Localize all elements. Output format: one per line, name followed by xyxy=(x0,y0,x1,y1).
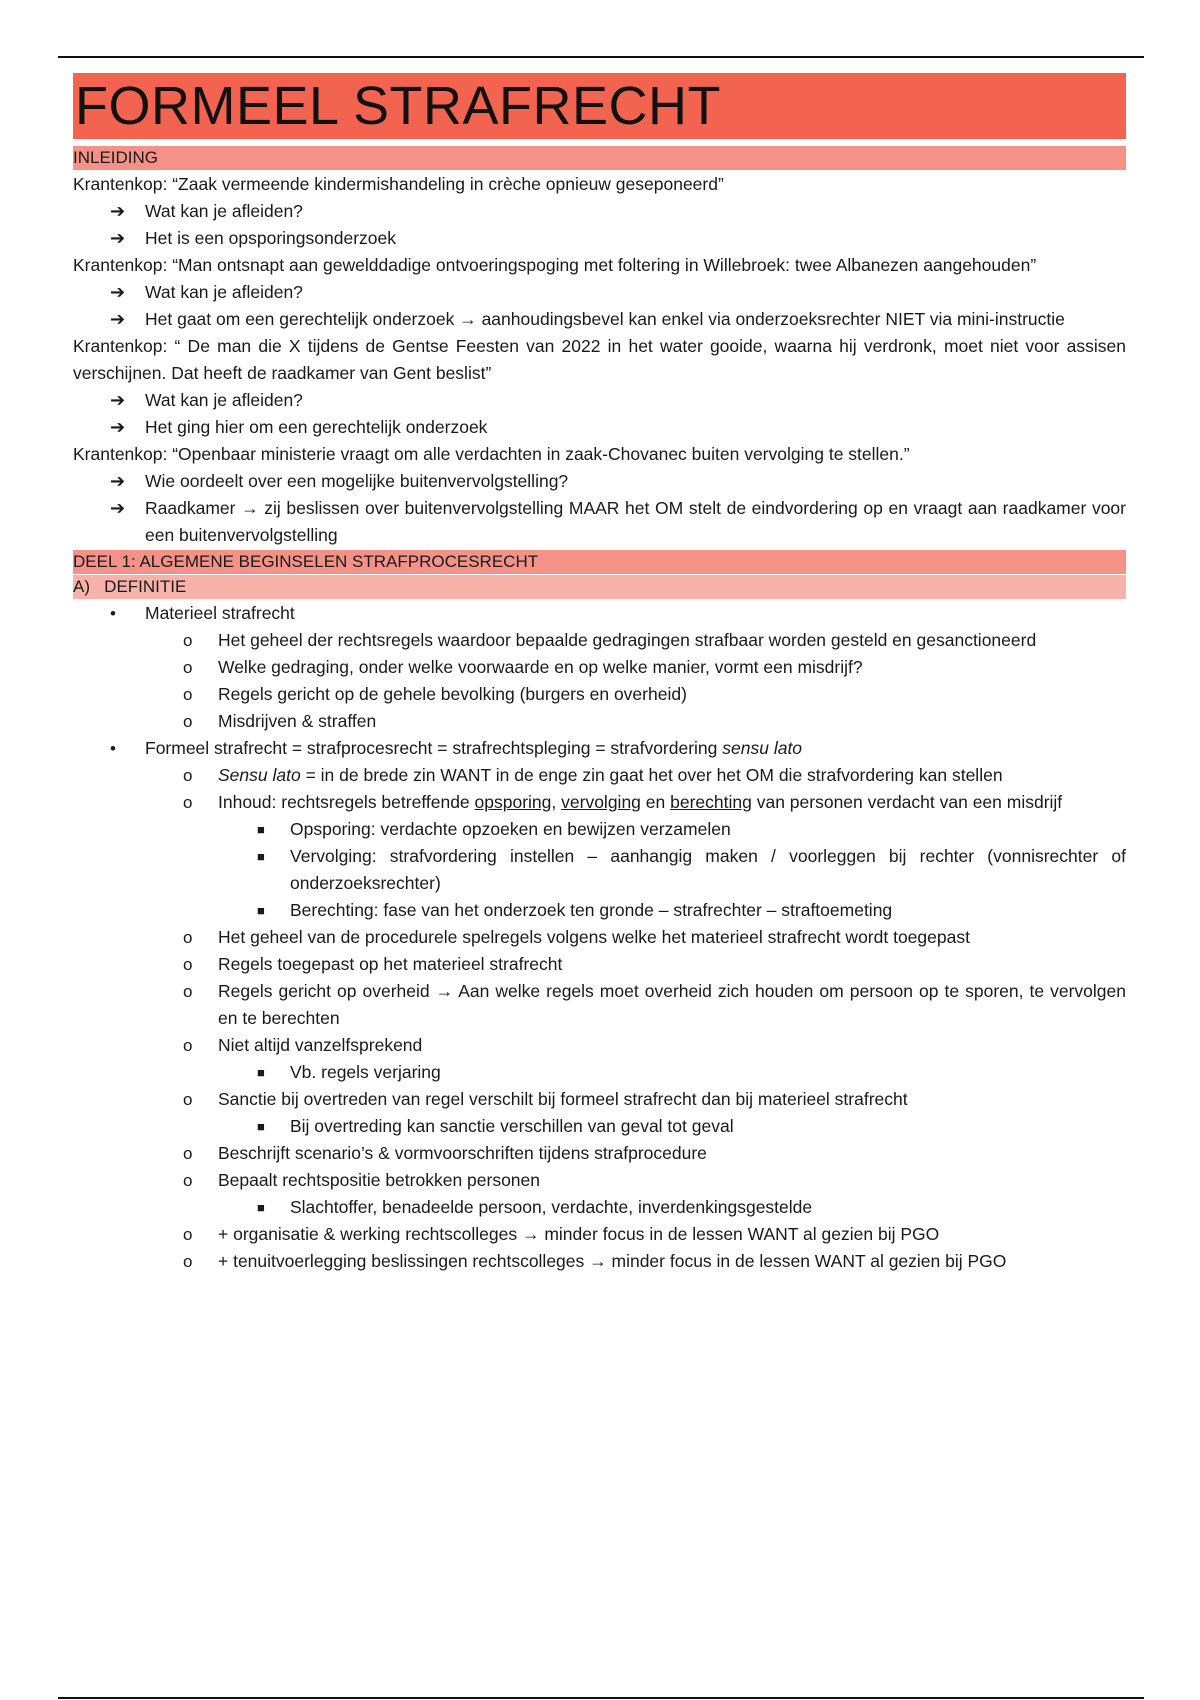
circle-bullet-icon: o xyxy=(183,1171,193,1190)
circle-bullet-icon: o xyxy=(183,631,193,650)
circle-bullet-icon: o xyxy=(183,1090,193,1109)
square-bullet-icon: ■ xyxy=(257,1200,265,1215)
list-item: o Inhoud: rechtsregels betreffende opsporing, vervolging en berechting van personen verdacht van een misdrijf xyxy=(73,789,1126,816)
arrow-item: ➔ Het gaat om een gerechtelijk onderzoek → aanhoudingsbevel kan enkel via onderzoeksrechter NIET via mini-instructie xyxy=(73,306,1126,333)
square-bullet-icon: ■ xyxy=(257,849,265,864)
bullet-icon: • xyxy=(110,739,116,758)
list-item: o + organisatie & werking rechtscolleges → minder focus in de lessen WANT al gezien bij PGO xyxy=(73,1221,1126,1248)
list-item: o Sensu lato = in de brede zin WANT in de enge zin gaat het over het OM die strafvordering kan stellen xyxy=(73,762,1126,789)
arrow-item: ➔ Wat kan je afleiden? xyxy=(73,198,1126,225)
arrow-item: ➔ Wat kan je afleiden? xyxy=(73,387,1126,414)
circle-bullet-icon: o xyxy=(183,982,193,1001)
circle-bullet-icon: o xyxy=(183,685,193,704)
subheading-label: A) xyxy=(73,577,90,596)
list-item: o Sanctie bij overtreden van regel verschilt bij formeel strafrecht dan bij materieel strafrecht xyxy=(73,1086,1126,1113)
list-item: ■ Vervolging: strafvordering instellen – aanhangig maken / voorleggen bij rechter (vonnisrechter of onderzoeksrechter) xyxy=(73,843,1126,897)
list-item: o Welke gedraging, onder welke voorwaarde en op welke manier, vormt een misdrijf? xyxy=(73,654,1126,681)
subheading-text: DEFINITIE xyxy=(104,577,187,596)
square-bullet-icon: ■ xyxy=(257,1065,265,1080)
document-page xyxy=(73,73,1126,1275)
circle-bullet-icon: o xyxy=(183,712,193,731)
bottom-rule xyxy=(58,1697,1144,1699)
document-title: FORMEEL STRAFRECHT xyxy=(73,73,1126,139)
circle-bullet-icon: o xyxy=(183,658,193,677)
list-item: o Niet altijd vanzelfsprekend xyxy=(73,1032,1126,1059)
bullet-icon: • xyxy=(110,604,116,623)
list-item: o Het geheel van de procedurele spelregels volgens welke het materieel strafrecht wordt toegepast xyxy=(73,924,1126,951)
list-item: ■ Berechting: fase van het onderzoek ten gronde – strafrechter – straftoemeting xyxy=(73,897,1126,924)
circle-bullet-icon: o xyxy=(183,1144,193,1163)
right-arrow-icon: ➔ xyxy=(110,390,126,410)
right-arrow-icon: ➔ xyxy=(110,498,126,518)
list-item: o Regels toegepast op het materieel strafrecht xyxy=(73,951,1126,978)
right-arrow-icon: ➔ xyxy=(110,282,126,302)
headline-3: Krantenkop: “ De man die X tijdens de Gentse Feesten van 2022 in het water gooide, waarna hij verdronk, moet niet voor assisen verschijnen. Dat heeft de raadkamer van Gent beslist” xyxy=(73,336,1126,383)
circle-bullet-icon: o xyxy=(183,766,193,785)
right-arrow-icon: ➔ xyxy=(110,228,126,248)
circle-bullet-icon: o xyxy=(183,1252,193,1271)
heading-deel-1: DEEL 1: ALGEMENE BEGINSELEN STRAFPROCESRECHT xyxy=(73,550,1126,574)
list-item: o Beschrijft scenario’s & vormvoorschriften tijdens strafprocedure xyxy=(73,1140,1126,1167)
square-bullet-icon: ■ xyxy=(257,903,265,918)
arrow-item: ➔ Raadkamer → zij beslissen over buitenvervolgstelling MAAR het OM stelt de eindvordering op en vraagt aan raadkamer voor een buitenvervolgstelling xyxy=(73,495,1126,549)
headline-4: Krantenkop: “Openbaar ministerie vraagt om alle verdachten in zaak-Chovanec buiten vervolging te stellen.” xyxy=(73,444,910,464)
square-bullet-icon: ■ xyxy=(257,822,265,837)
list-item: o Het geheel der rechtsregels waardoor bepaalde gedragingen strafbaar worden gesteld en gesanctioneerd xyxy=(73,627,1126,654)
list-item: o Regels gericht op de gehele bevolking (burgers en overheid) xyxy=(73,681,1126,708)
list-item: o + tenuitvoerlegging beslissingen rechtscolleges → minder focus in de lessen WANT al gezien bij PGO xyxy=(73,1248,1126,1275)
right-arrow-icon: ➔ xyxy=(110,417,126,437)
headline-1: Krantenkop: “Zaak vermeende kindermishandeling in crèche opnieuw geseponeerd” xyxy=(73,174,724,194)
circle-bullet-icon: o xyxy=(183,1036,193,1055)
list-item: o Bepaalt rechtspositie betrokken personen xyxy=(73,1167,1126,1194)
subheading-definitie xyxy=(73,575,1126,599)
arrow-item: ➔ Wat kan je afleiden? xyxy=(73,279,1126,306)
list-item: ■ Slachtoffer, benadeelde persoon, verdachte, inverdenkingsgestelde xyxy=(73,1194,1126,1221)
headline-2: Krantenkop: “Man ontsnapt aan gewelddadige ontvoeringspoging met foltering in Willebroek: twee Albanezen aangehouden” xyxy=(73,255,1037,275)
circle-bullet-icon: o xyxy=(183,928,193,947)
circle-bullet-icon: o xyxy=(183,955,193,974)
list-item: ■ Vb. regels verjaring xyxy=(73,1059,1126,1086)
circle-bullet-icon: o xyxy=(183,793,193,812)
square-bullet-icon: ■ xyxy=(257,1119,265,1134)
list-item: o Regels gericht op overheid → Aan welke regels moet overheid zich houden om persoon op te sporen, te vervolgen en te berechten xyxy=(73,978,1126,1032)
top-rule xyxy=(58,56,1144,58)
list-item: o Misdrijven & straffen xyxy=(73,708,1126,735)
list-item: ■ Bij overtreding kan sanctie verschillen van geval tot geval xyxy=(73,1113,1126,1140)
right-arrow-icon: ➔ xyxy=(110,201,126,221)
right-arrow-icon: ➔ xyxy=(110,309,126,329)
heading-inleiding: INLEIDING xyxy=(73,146,1126,170)
list-item: ■ Opsporing: verdachte opzoeken en bewijzen verzamelen xyxy=(73,816,1126,843)
arrow-item: ➔ Het is een opsporingsonderzoek xyxy=(73,225,1126,252)
arrow-item: ➔ Het ging hier om een gerechtelijk onderzoek xyxy=(73,414,1126,441)
list-item: • Formeel strafrecht = strafprocesrecht = strafrechtspleging = strafvordering sensu lato xyxy=(73,735,1126,762)
right-arrow-icon: ➔ xyxy=(110,471,126,491)
arrow-item: ➔ Wie oordeelt over een mogelijke buitenvervolgstelling? xyxy=(73,468,1126,495)
list-item: • Materieel strafrecht xyxy=(73,600,1126,627)
circle-bullet-icon: o xyxy=(183,1225,193,1244)
